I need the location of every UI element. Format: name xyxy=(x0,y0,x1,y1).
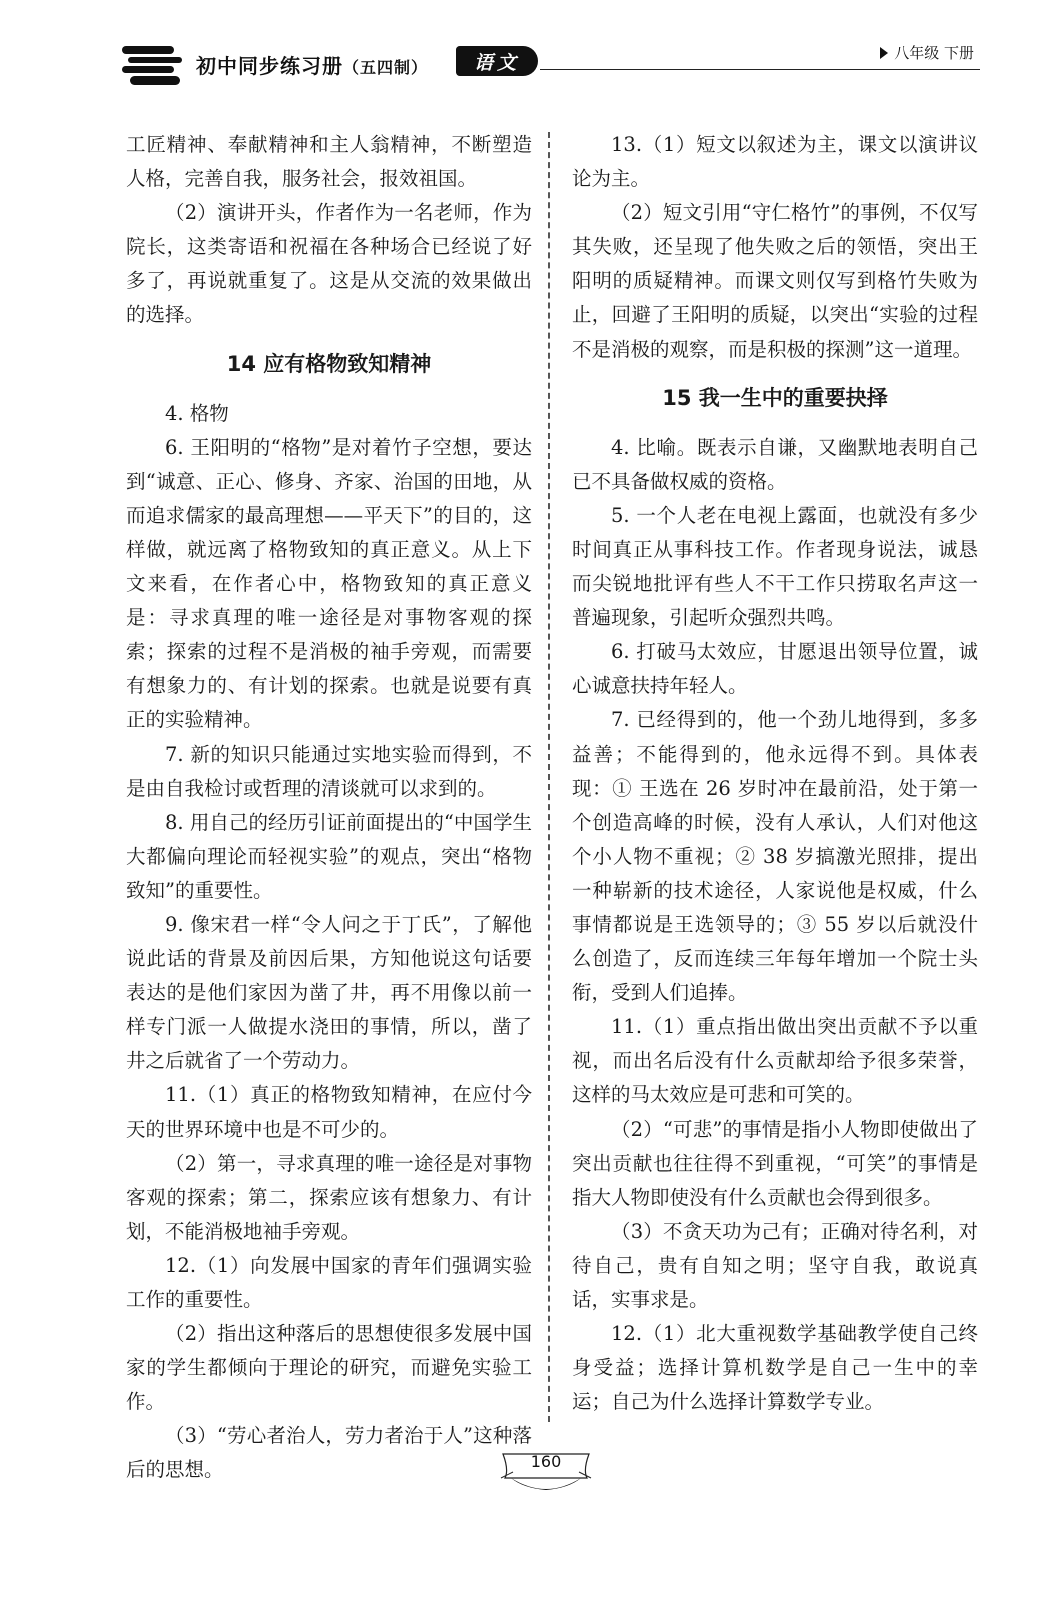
answer-paragraph: 6. 王阳明的“格物”是对着竹子空想，要达到“诚意、正心、修身、齐家、治国的田地，从而追求儒家的最高理想——平天下”的目的，这样做，就远离了格物致知的真正意义。从上下文来看，在作者心中，格物致知的真正意义是：寻求真理的唯一途径是对事物客观的探索；探索的过程不是消极的袖手旁观，而需要有想象力的、有计划的探索。也就是说要有真正的实验精神。 xyxy=(126,435,532,732)
answer-paragraph: 5. 一个人老在电视上露面，也就没有多少时间真正从事科技工作。作者现身说法，诚恳而尖锐地批评有些人不干工作只捞取名声这一普遍现象，引起听众强烈共鸣。 xyxy=(572,503,978,630)
answer-paragraph: 8. 用自己的经历引证前面提出的“中国学生大都偏向理论而轻视实验”的观点，突出“格物致知”的重要性。 xyxy=(126,810,532,902)
answer-paragraph: 7. 已经得到的，他一个劲儿地得到，多多益善；不能得到的，他永远得不到。具体表现：① 王选在 26 岁时冲在最前沿，处于第一个创造高峰的时候，没有人承认，人们对他这个小人物不重视；② 38 岁搞激光照排，提出一种崭新的技术途径，人家说他是权威，什么事情都说是王选领导的；③ 55 岁以后就没什么创造了，反而连续三年每年增加一个院士头衔，受到人们追捧。 xyxy=(572,708,978,1005)
answer-paragraph: （2）第一，寻求真理的唯一途径是对事物客观的探索；第二，探索应该有想象力、有计划，不能消极地袖手旁观。 xyxy=(126,1151,532,1243)
grade-label xyxy=(880,42,974,63)
answer-paragraph: 9. 像宋君一样“令人问之于丁氏”，了解他说此话的背景及前因后果，方知他说这句话要表达的是他们家因为凿了井，再不用像以前一样专门派一人做提水浇田的事情，所以，凿了井之后就省了一个劳动力。 xyxy=(126,912,532,1073)
right-column xyxy=(572,128,978,1419)
column-divider xyxy=(548,132,550,1422)
answer-paragraph: （2）“可悲”的事情是指小人物即使做出了突出贡献也往往得不到重视，“可笑”的事情是指大人物即使没有什么贡献也会得到很多。 xyxy=(572,1117,978,1209)
book-title-text: 初中同步练习册 xyxy=(196,54,343,78)
answer-paragraph: 11.（1）真正的格物致知精神，在应付今天的世界环境中也是不可少的。 xyxy=(126,1083,532,1141)
book-edition: （五四制） xyxy=(343,58,429,77)
section-heading: 14 应有格物致知精神 xyxy=(226,351,432,376)
grade-text: 八年级 下册 xyxy=(894,44,974,62)
answer-paragraph: 6. 打破马太效应，甘愿退出领导位置，诚心诚意扶持年轻人。 xyxy=(572,640,978,698)
answer-paragraph: 4. 比喻。既表示自谦，又幽默地表明自己已不具备做权威的资格。 xyxy=(572,435,978,493)
stripes-logo-icon xyxy=(120,44,184,88)
page-header xyxy=(120,38,980,92)
answer-paragraph: 7. 新的知识只能通过实地实验而得到，不是由自我检讨或哲理的清谈就可以求到的。 xyxy=(126,742,532,800)
answer-paragraph: 12.（1）北大重视数学基础教学使自己终身受益；选择计算机数学是自己一生中的幸运；自己为什么选择计算数学专业。 xyxy=(572,1322,978,1414)
answer-paragraph: 11.（1）重点指出做出突出贡献不予以重视，而出名后没有什么贡献却给予很多荣誉，这样的马太效应是可悲和可笑的。 xyxy=(572,1015,978,1107)
answer-paragraph: （3）“劳心者治人，劳力者治于人”这种落后的思想。 xyxy=(126,1424,532,1482)
left-column xyxy=(126,128,532,1488)
arrow-right-icon xyxy=(880,47,888,59)
answer-paragraph: 13.（1）短文以叙述为主，课文以演讲议论为主。 xyxy=(572,133,978,191)
answer-paragraph: （2）短文引用“守仁格竹”的事例，不仅写其失败，还呈现了他失败之后的领悟，突出王阳明的质疑精神。而课文则仅写到格竹失败为止，回避了王阳明的质疑，以突出“实验的过程不是消极的观察，而是积极的探测”这一道理。 xyxy=(572,201,978,361)
page-footer xyxy=(499,1448,593,1498)
answer-paragraph: （3）不贪天功为己有；正确对待名利，对待自己，贵有自知之明；坚守自我，敢说真话，实事求是。 xyxy=(572,1219,978,1311)
answer-paragraph: （2）演讲开头，作者作为一名老师，作为院长，这类寄语和祝福在各种场合已经说了好多了，再说就重复了。这是从交流的效果做出的选择。 xyxy=(126,201,532,327)
page-number: 160 xyxy=(530,1452,562,1471)
answer-paragraph: （2）指出这种落后的思想使很多发展中国家的学生都倾向于理论的研究，而避免实验工作。 xyxy=(126,1322,532,1414)
answer-paragraph: 12.（1）向发展中国家的青年们强调实验工作的重要性。 xyxy=(126,1253,532,1311)
subject-badge: 语文 xyxy=(456,46,538,76)
header-rule xyxy=(540,69,980,70)
section-heading: 15 我一生中的重要抉择 xyxy=(662,385,888,410)
book-title xyxy=(196,50,428,79)
answer-paragraph: 4. 格物 xyxy=(165,401,229,425)
answer-paragraph: 工匠精神、奉献精神和主人翁精神，不断塑造人格，完善自我，服务社会，报效祖国。 xyxy=(126,133,532,191)
